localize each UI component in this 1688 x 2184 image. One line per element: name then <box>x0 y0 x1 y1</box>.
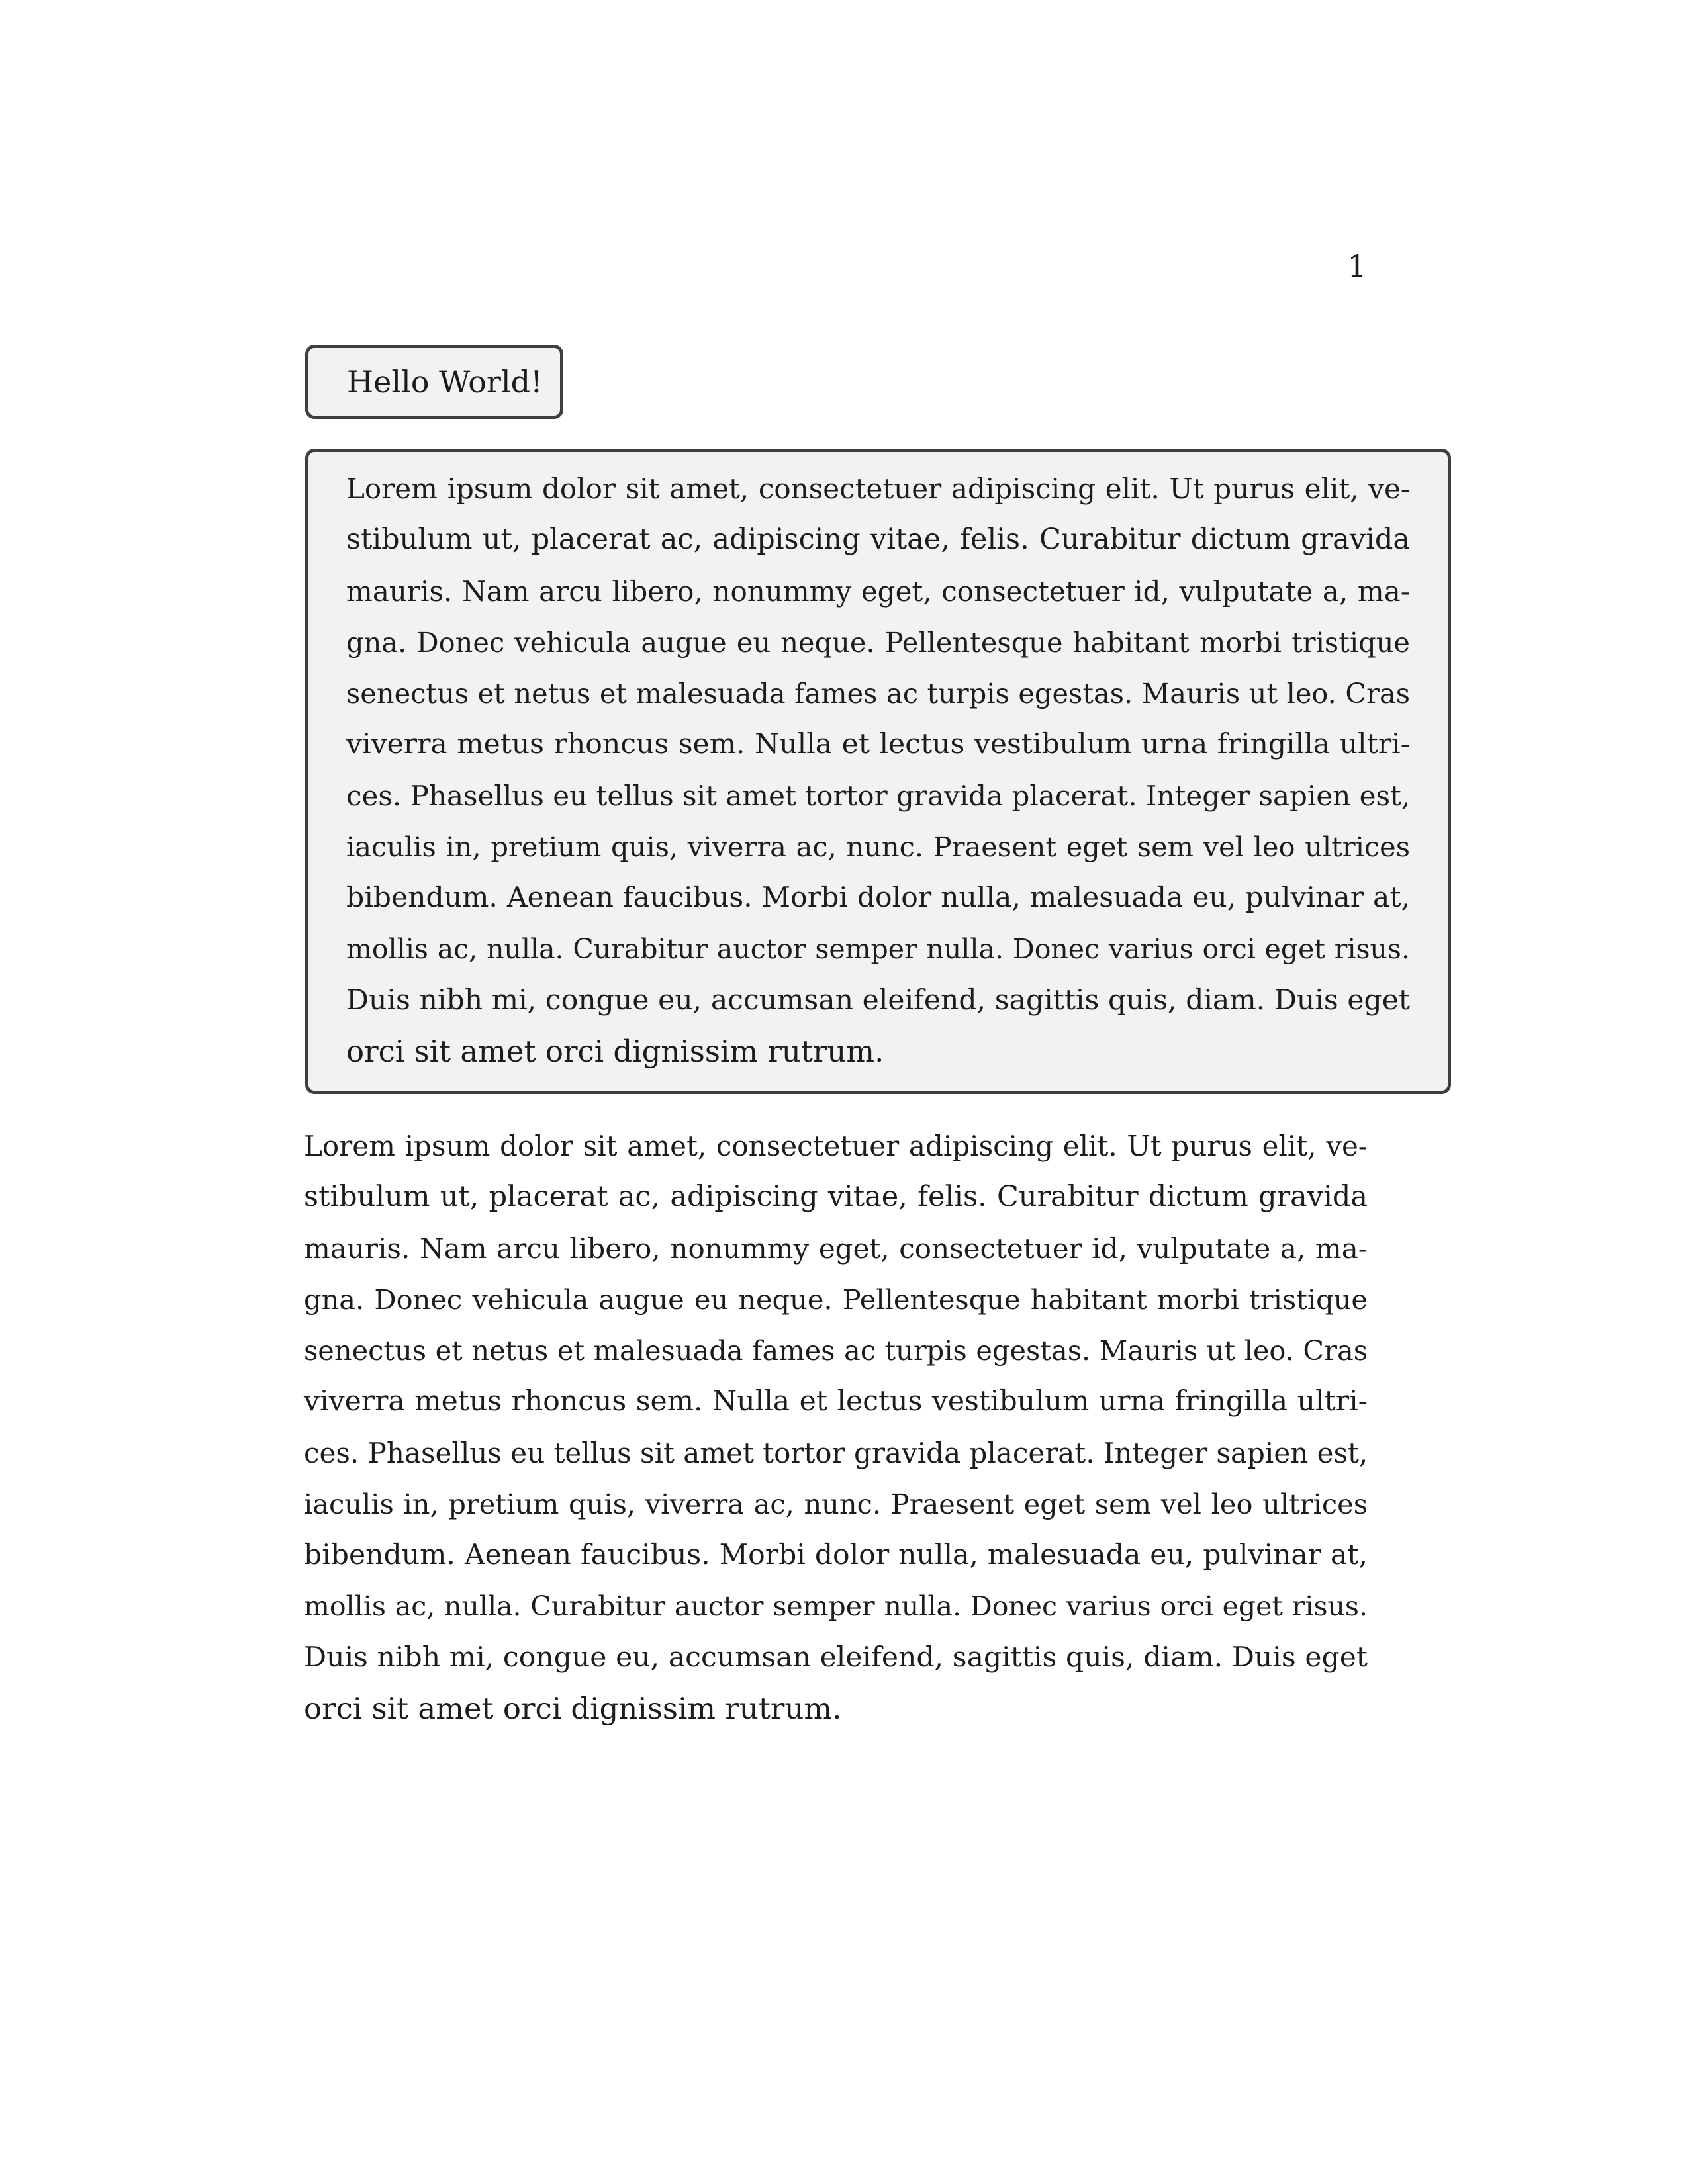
text-line: bibendum. Aenean faucibus. Morbi dolor nulla, malesuada eu, pulvinar at, <box>304 1539 1368 1572</box>
text-line: stibulum ut, placerat ac, adipiscing vitae, felis. Curabitur dictum gravida <box>304 1180 1368 1214</box>
title-box: Hello World! <box>305 345 563 419</box>
text-line: mollis ac, nulla. Curabitur auctor semper nulla. Donec varius orci eget risus. <box>346 933 1410 965</box>
boxed-paragraph <box>346 463 1410 1077</box>
text-line: viverra metus rhoncus sem. Nulla et lectus vestibulum urna fringilla ultri- <box>346 728 1410 761</box>
text-line: Duis nibh mi, congue eu, accumsan eleifend, sagittis quis, diam. Duis eget <box>346 983 1410 1017</box>
text-line: gna. Donec vehicula augue eu neque. Pellentesque habitant morbi tristique <box>304 1283 1368 1316</box>
text-line: orci sit amet orci dignissim rutrum. <box>304 1691 842 1727</box>
text-line: viverra metus rhoncus sem. Nulla et lectus vestibulum urna fringilla ultri- <box>304 1385 1368 1418</box>
text-line: Lorem ipsum dolor sit amet, consectetuer adipiscing elit. Ut purus elit, ve- <box>304 1130 1368 1162</box>
text-line: ces. Phasellus eu tellus sit amet tortor gravida placerat. Integer sapien est, <box>304 1436 1368 1469</box>
text-line: ces. Phasellus eu tellus sit amet tortor gravida placerat. Integer sapien est, <box>346 779 1411 812</box>
page-number: 1 <box>1347 248 1367 284</box>
text-line: orci sit amet orci dignissim rutrum. <box>346 1034 884 1069</box>
text-line: gna. Donec vehicula augue eu neque. Pellentesque habitant morbi tristique <box>346 625 1410 659</box>
text-line: senectus et netus et malesuada fames ac turpis egestas. Mauris ut leo. Cras <box>346 677 1410 710</box>
body-paragraph <box>304 1120 1368 1735</box>
text-line: bibendum. Aenean faucibus. Morbi dolor nulla, malesuada eu, pulvinar at, <box>346 882 1410 915</box>
text-line: iaculis in, pretium quis, viverra ac, nunc. Praesent eget sem vel leo ultrices <box>346 831 1410 864</box>
text-line: iaculis in, pretium quis, viverra ac, nunc. Praesent eget sem vel leo ultrices <box>304 1488 1368 1521</box>
text-line: Lorem ipsum dolor sit amet, consectetuer adipiscing elit. Ut purus elit, ve- <box>346 473 1410 505</box>
text-line: senectus et netus et malesuada fames ac turpis egestas. Mauris ut leo. Cras <box>304 1334 1368 1367</box>
text-line: Duis nibh mi, congue eu, accumsan eleifend, sagittis quis, diam. Duis eget <box>304 1641 1368 1674</box>
text-line: stibulum ut, placerat ac, adipiscing vitae, felis. Curabitur dictum gravida <box>346 523 1410 557</box>
text-line: mollis ac, nulla. Curabitur auctor semper nulla. Donec varius orci eget risus. <box>304 1590 1368 1622</box>
text-line: mauris. Nam arcu libero, nonummy eget, consectetuer id, vulputate a, ma- <box>346 574 1410 608</box>
text-line: mauris. Nam arcu libero, nonummy eget, consectetuer id, vulputate a, ma- <box>304 1232 1368 1265</box>
